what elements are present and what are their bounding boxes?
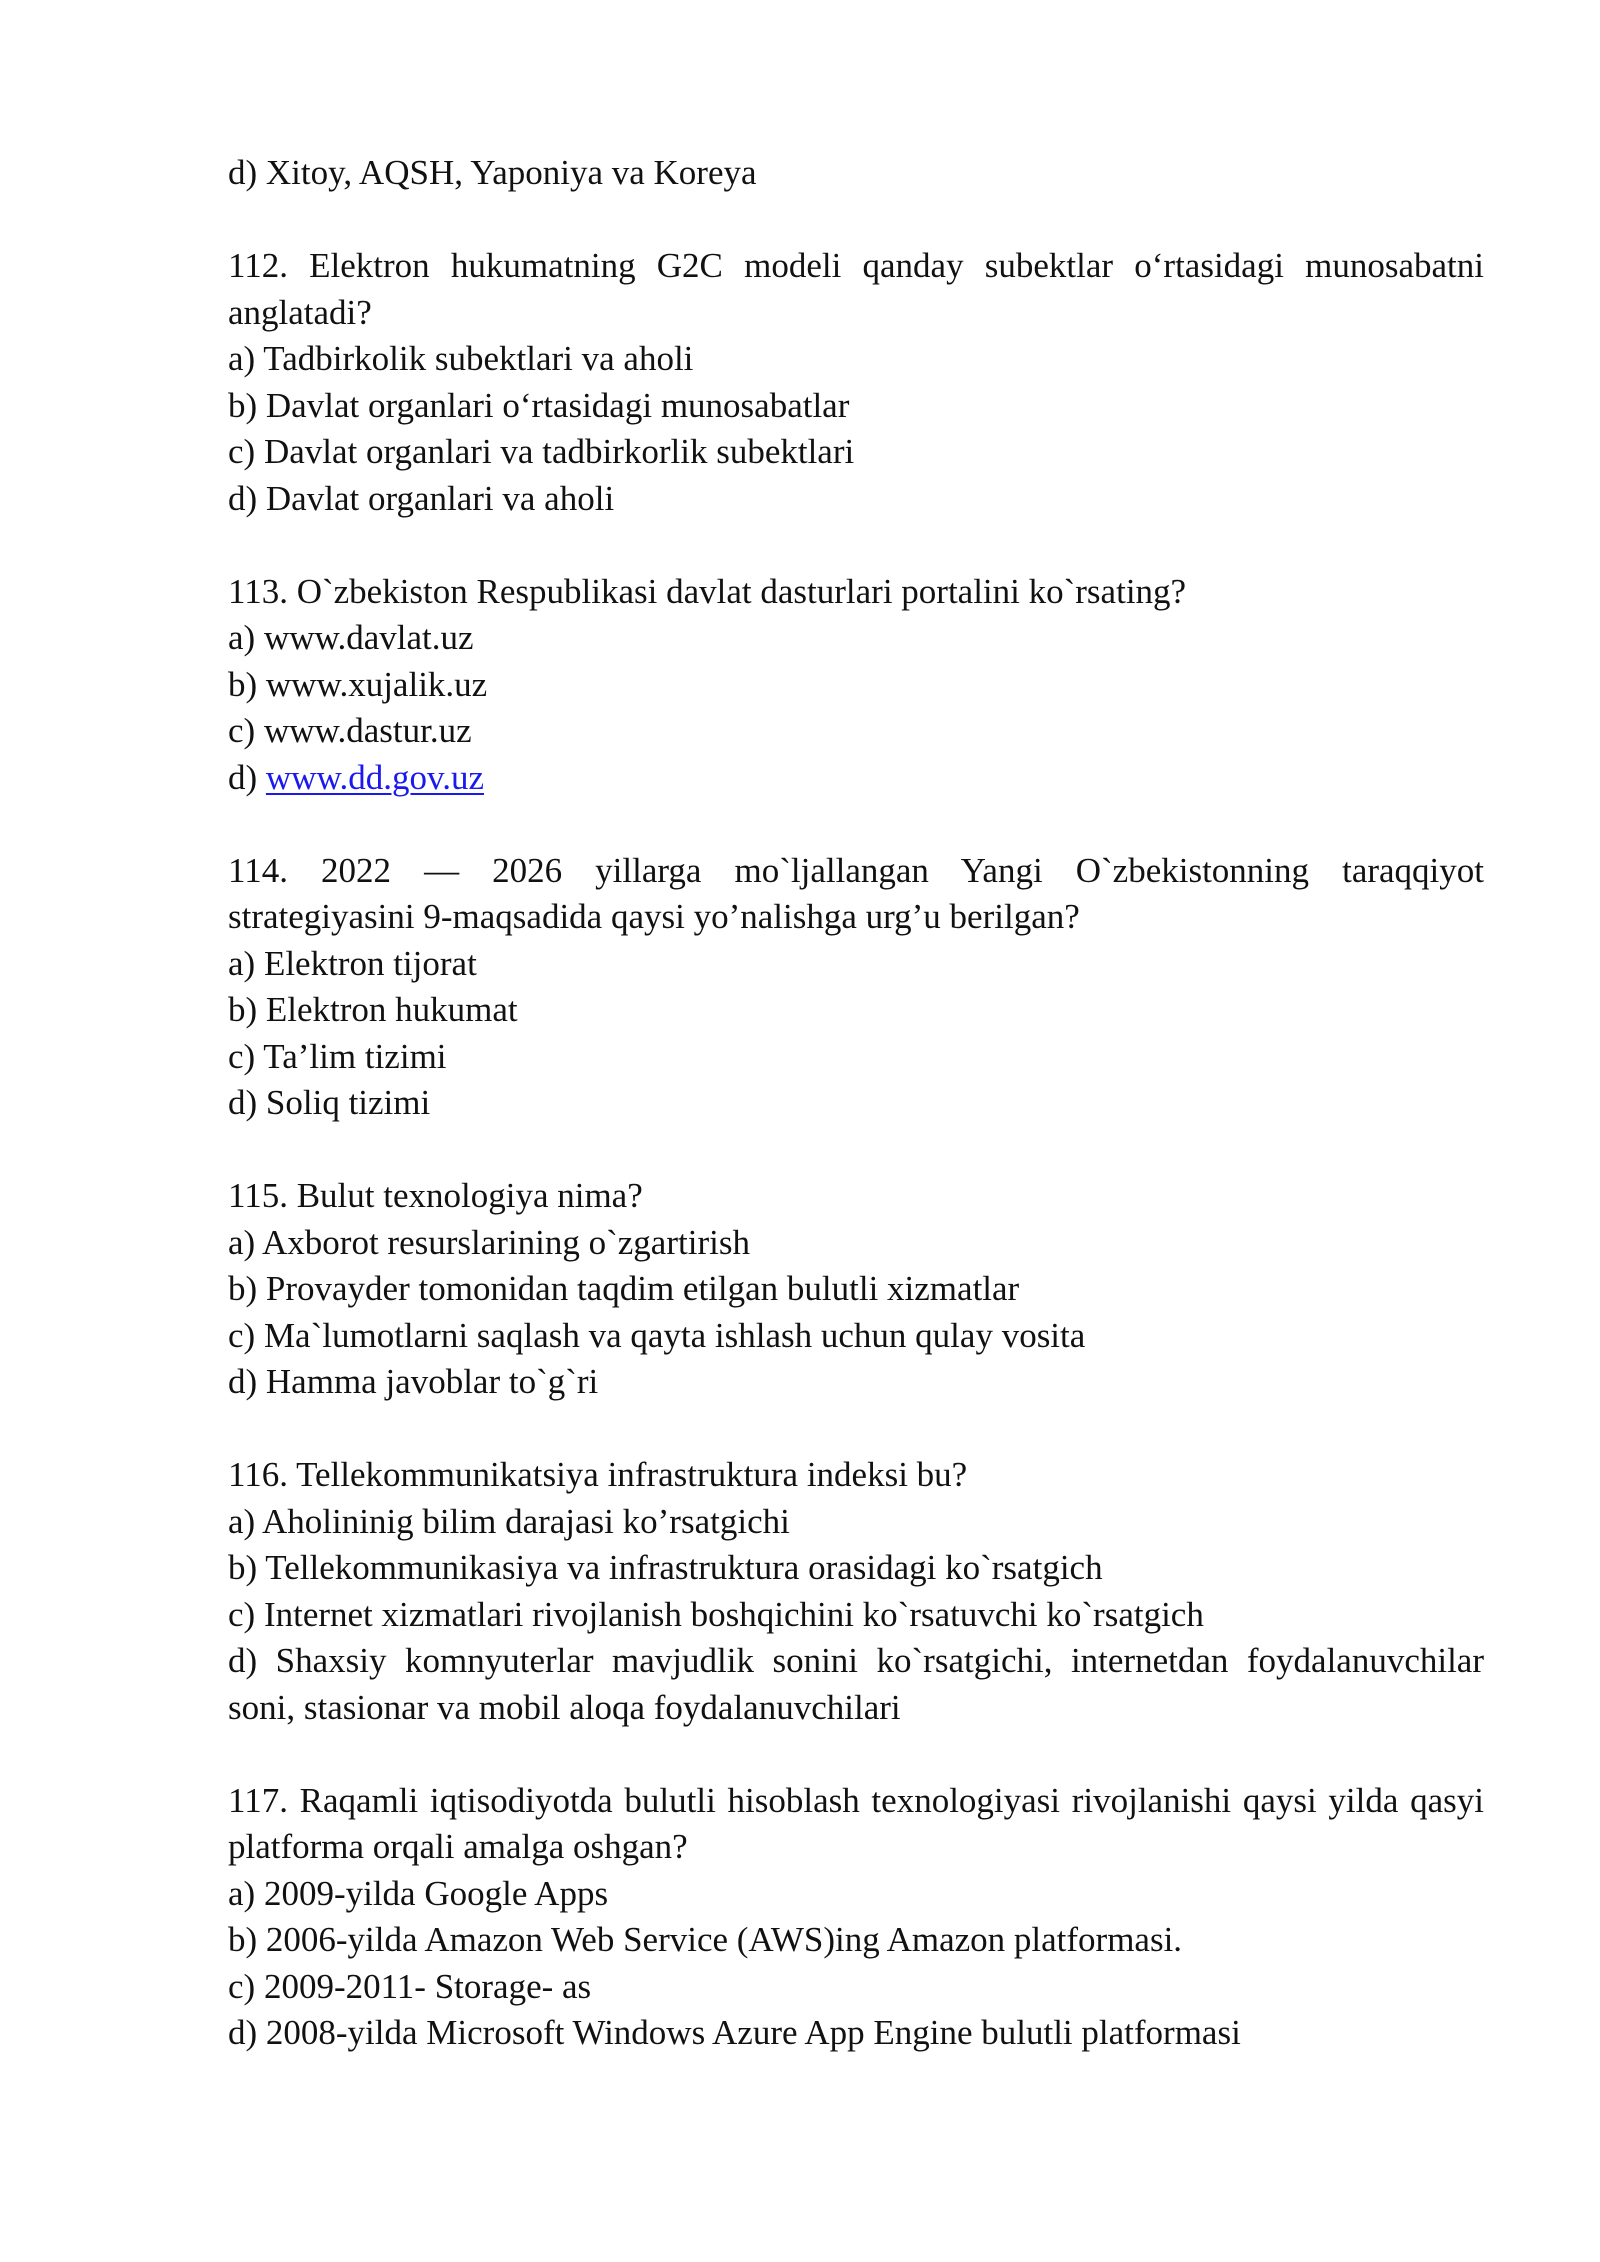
answer-c: c) Davlat organlari va tadbirkorlik subektlari: [228, 432, 855, 471]
answer-d: d) Shaxsiy komnyuterlar mavjudlik sonini ko`rsatgichi, internetdan foydalanuvchilar soni, stasionar va mobil aloqa foydalanuvchilari: [228, 1641, 1484, 1727]
answer-c: c) Ma`lumotlarni saqlash va qayta ishlash uchun qulay vosita: [228, 1315, 1086, 1355]
question-112: [228, 243, 1484, 522]
answer-d: d) Davlat organlari va aholi: [228, 478, 615, 518]
question-text: 116. Tellekommunikatsiya infrastruktura indeksi bu?: [228, 1455, 968, 1494]
answer-b: b) www.xujalik.uz: [228, 664, 488, 704]
answer-c: c) Ta’lim tizimi: [228, 1036, 447, 1076]
question-114: [228, 848, 1484, 1127]
question-117: [228, 1778, 1484, 2057]
answer-c: c) 2009-2011- Storage- as: [228, 1966, 592, 2006]
answer-a: a) Tadbirkolik subektlari va aholi: [228, 339, 694, 378]
answer-b: b) Davlat organlari o‘rtasidagi munosabatlar: [228, 385, 850, 425]
answer-a: a) Aholininig bilim darajasi ko’rsatgichi: [228, 1501, 790, 1541]
answer-b: b) Tellekommunikasiya va infrastruktura orasidagi ko`rsatgich: [228, 1548, 1103, 1587]
spacer: [228, 1731, 1484, 1778]
question-text: 112. Elektron hukumatning G2C modeli qanday subektlar o‘rtasidagi munosabatni anglatadi?: [228, 246, 1484, 332]
answer-b: b) 2006-yilda Amazon Web Service (AWS)ing Amazon platformasi.: [228, 1920, 1183, 1959]
spacer: [228, 1406, 1484, 1453]
answer-b: b) Elektron hukumat: [228, 990, 518, 1029]
answer-a: a) www.davlat.uz: [228, 618, 474, 657]
spacer: [228, 522, 1484, 569]
question-113: [228, 569, 1484, 802]
answer-c: c) www.dastur.uz: [228, 711, 472, 750]
answer-a: a) Elektron tijorat: [228, 943, 477, 983]
answer-d: d) Hamma javoblar to`g`ri: [228, 1362, 599, 1401]
answer-a: a) Axborot resurslarining o`zgartirish: [228, 1222, 750, 1262]
answer-d-link[interactable]: www.dd.gov.uz: [265, 757, 484, 797]
question-text: 114. 2022 — 2026 yillarga mo`ljallangan Yangi O`zbekistonning taraqqiyot strategiyasini 9-maqsadida qaysi yo’nalishga urg’u berilgan?: [228, 850, 1484, 936]
question-111-fragment: [228, 150, 1484, 197]
question-115: [228, 1173, 1484, 1406]
answer-d: d) 2008-yilda Microsoft Windows Azure App Engine bulutli platformasi: [228, 2013, 1241, 2052]
answer-d-prefix: d): [228, 757, 266, 797]
spacer: [228, 197, 1484, 244]
question-text: 113. O`zbekiston Respublikasi davlat dasturlari portalini ko`rsating?: [228, 571, 1187, 611]
spacer: [228, 1127, 1484, 1174]
document-page: [228, 150, 1484, 2057]
question-text: 115. Bulut texnologiya nima?: [228, 1176, 643, 1215]
answer-d: [228, 755, 1484, 802]
answer-a: a) 2009-yilda Google Apps: [228, 1873, 609, 1913]
answer-b: b) Provayder tomonidan taqdim etilgan bulutli xizmatlar: [228, 1269, 1020, 1308]
question-text: 117. Raqamli iqtisodiyotda bulutli hisoblash texnologiyasi rivojlanishi qaysi yilda qasyi platforma orqali amalga oshgan?: [228, 1780, 1484, 1866]
answer-c: c) Internet xizmatlari rivojlanish boshqichini ko`rsatuvchi ko`rsatgich: [228, 1594, 1204, 1634]
spacer: [228, 801, 1484, 848]
question-116: [228, 1452, 1484, 1731]
answer-d: d) Xitoy, AQSH, Yaponiya va Koreya: [228, 153, 757, 192]
answer-d: d) Soliq tizimi: [228, 1083, 431, 1122]
